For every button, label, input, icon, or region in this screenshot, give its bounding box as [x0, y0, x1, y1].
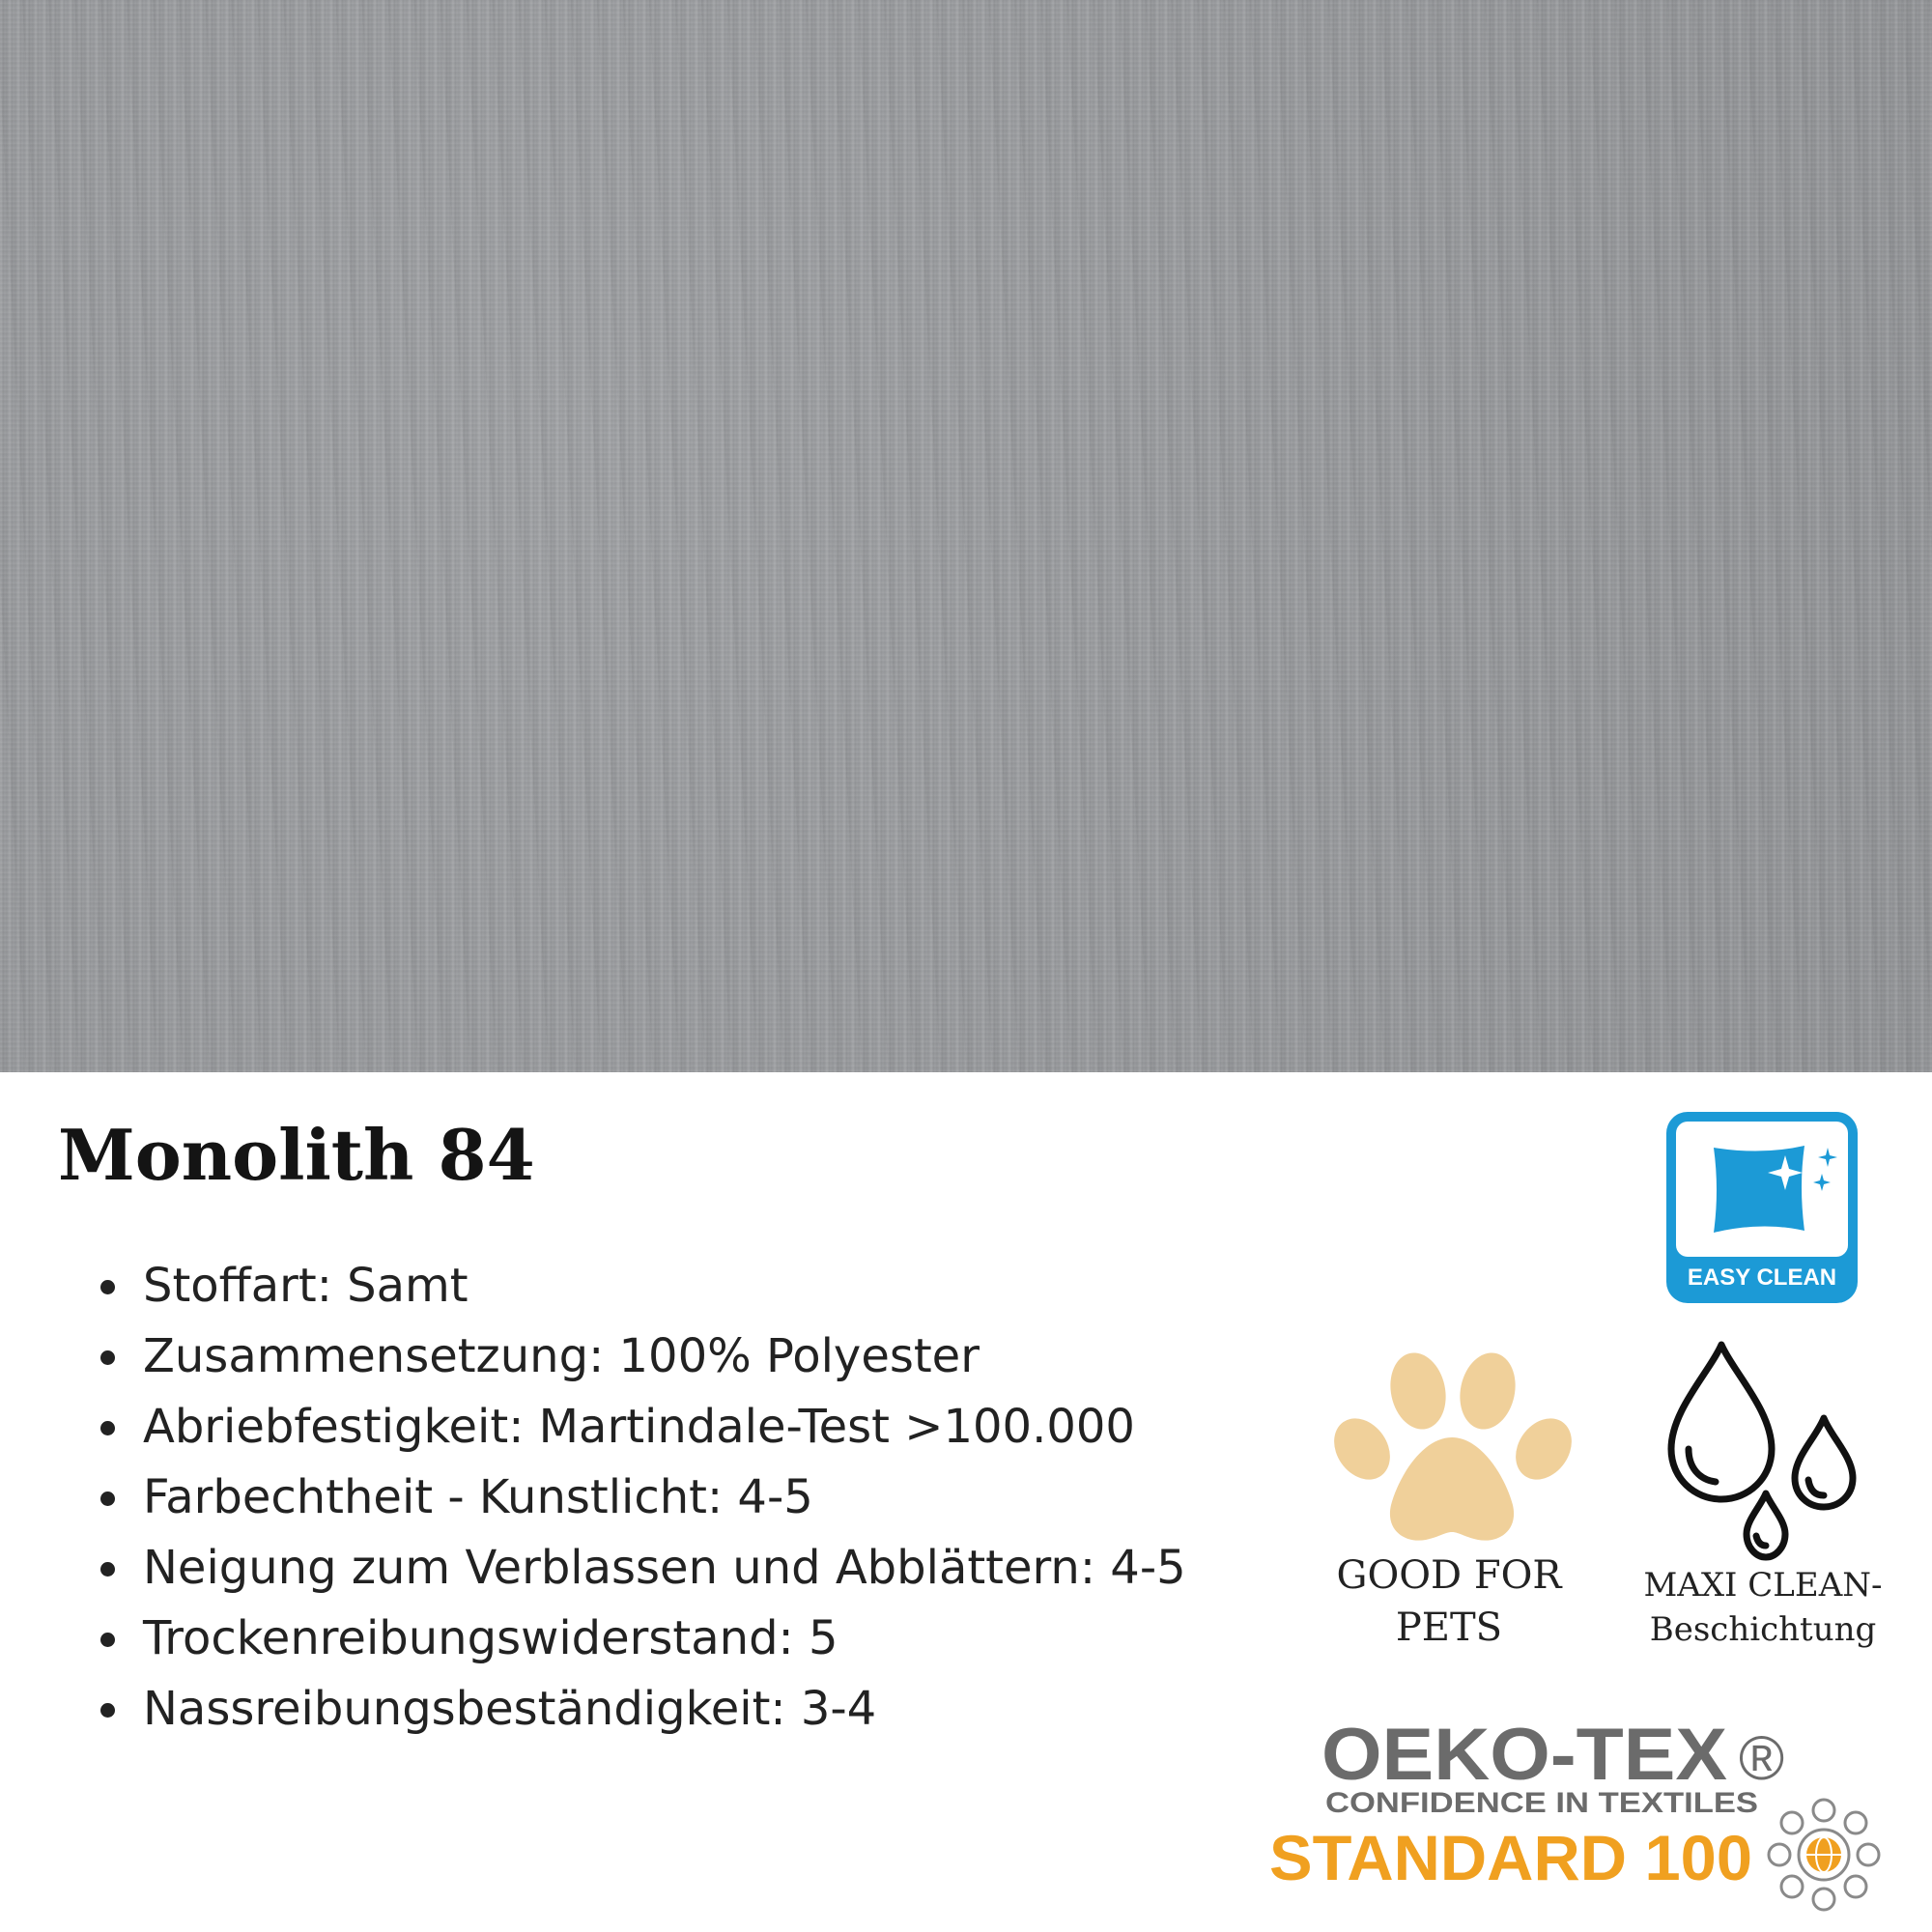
pets-label [1294, 1549, 1604, 1654]
pets-label-line1: GOOD FOR [1336, 1553, 1562, 1598]
spec-list [97, 1251, 1186, 1745]
spec-item-pilling: Neigung zum Verblassen und Abblättern: 4-5 [97, 1533, 1186, 1604]
spec-item-wet-rubbing: Nassreibungsbeständigkeit: 3-4 [97, 1674, 1186, 1745]
spec-item-colorfastness-light: Farbechtheit - Kunstlicht: 4-5 [97, 1463, 1186, 1533]
maxi-clean-label-line1: MAXI CLEAN- [1643, 1566, 1883, 1605]
spec-item-abrasion: Abriebfestigkeit: Martindale-Test >100.000 [97, 1392, 1186, 1463]
spec-item-fabric-type: Stoffart: Samt [97, 1251, 1186, 1321]
pets-label-line2: PETS [1395, 1605, 1503, 1650]
oekotex-brand: OEKO-TEX [1321, 1714, 1728, 1796]
spec-item-composition: Zusammensetzung: 100% Polyester [97, 1321, 1186, 1392]
oekotex-tagline: CONFIDENCE IN TEXTILES [1325, 1787, 1758, 1819]
water-drops-icon [1662, 1333, 1864, 1565]
oekotex-registered-mark: ® [1739, 1723, 1785, 1793]
oekotex-flower-icon [1769, 1800, 1879, 1910]
maxi-clean-label-line2: Beschichtung [1649, 1610, 1877, 1649]
easy-clean-label: EASY CLEAN [1687, 1264, 1837, 1291]
easy-clean-badge [1663, 1109, 1861, 1306]
paw-icon [1331, 1341, 1573, 1549]
maxi-clean-label [1604, 1563, 1922, 1652]
oekotex-standard: STANDARD 100 [1269, 1822, 1752, 1893]
spec-item-dry-rubbing: Trockenreibungswiderstand: 5 [97, 1604, 1186, 1674]
product-title: Monolith 84 [58, 1114, 535, 1196]
oekotex-logo [1265, 1700, 1913, 1922]
